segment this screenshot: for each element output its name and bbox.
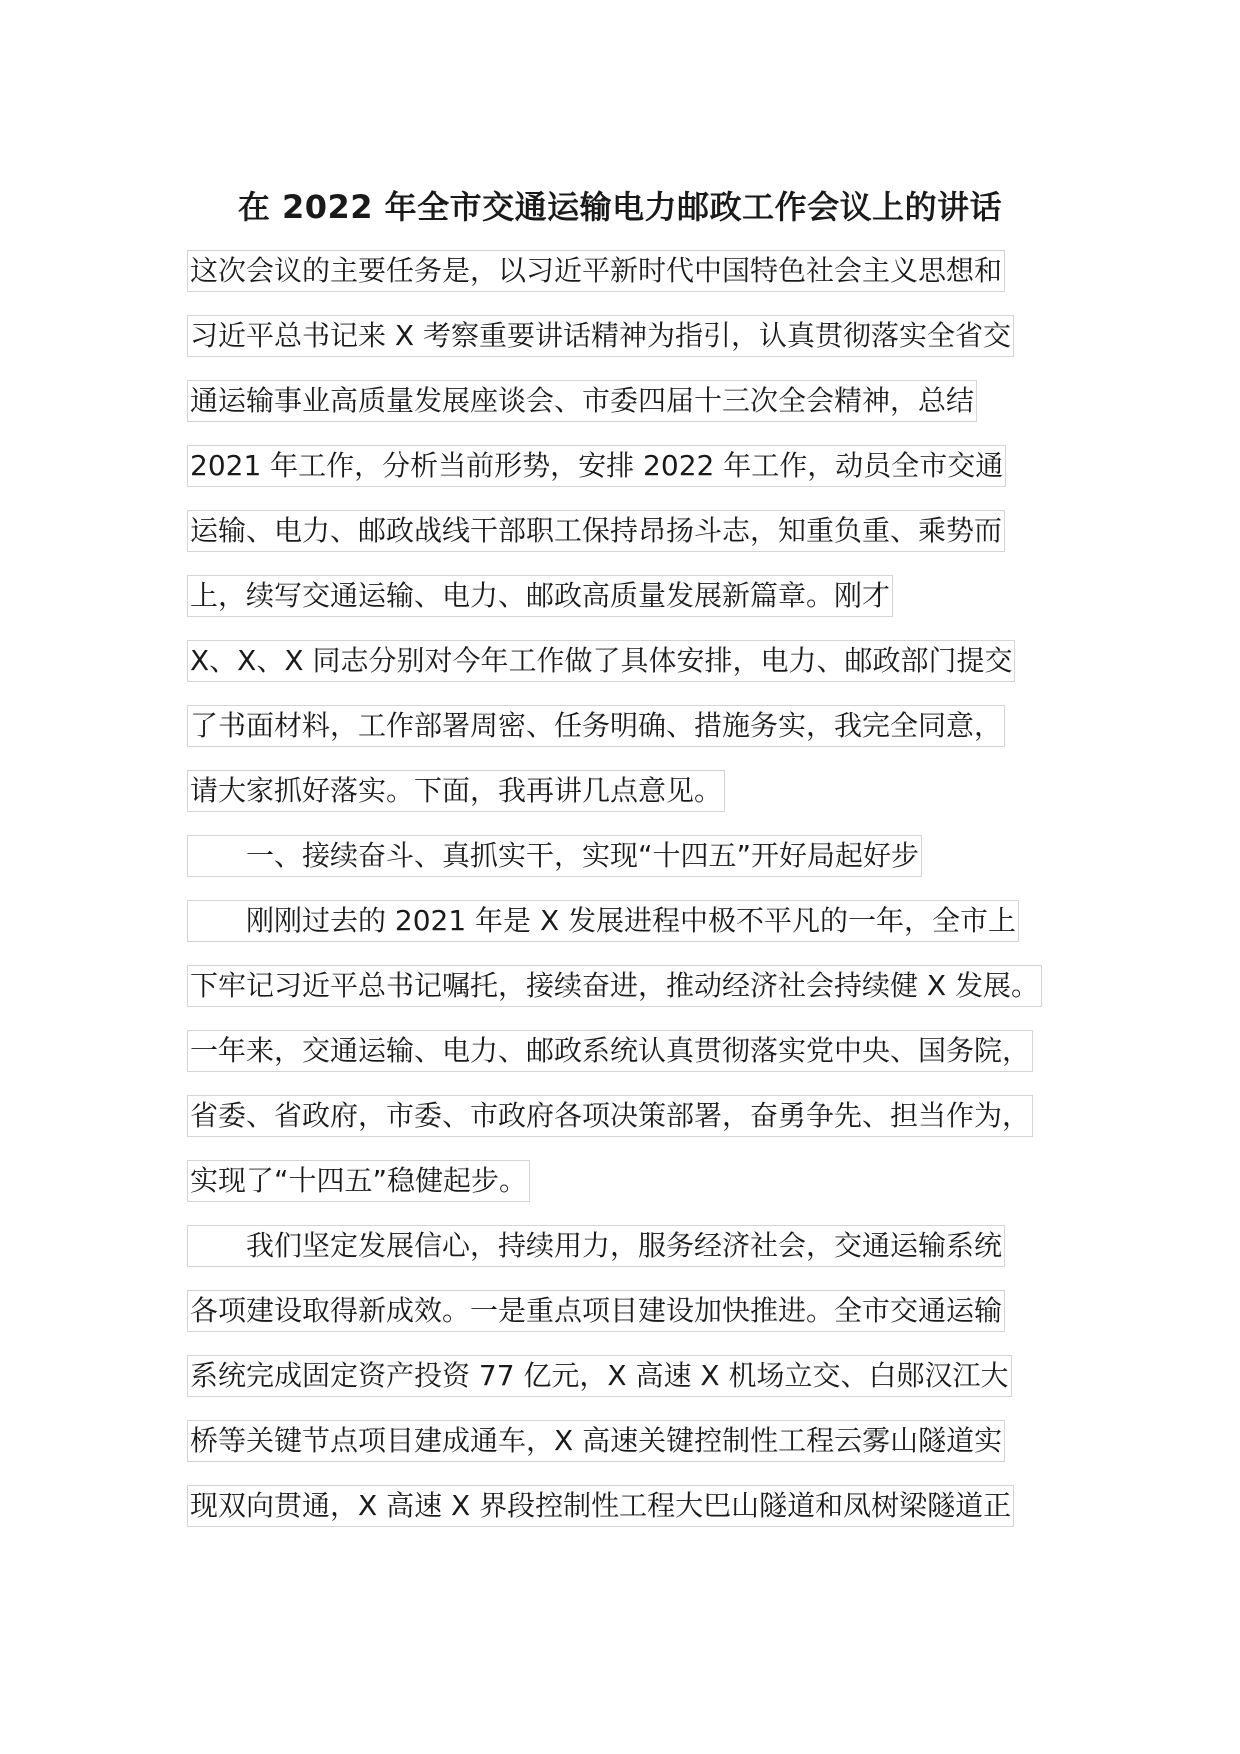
line-text: 省委、省政府，市委、市政府各项决策部署，奋勇争先、担当作为， bbox=[187, 1095, 1033, 1137]
text-line bbox=[187, 510, 1087, 575]
text-line bbox=[187, 1095, 1087, 1160]
text-line bbox=[187, 445, 1087, 510]
text-line bbox=[187, 900, 1087, 965]
section-heading-line bbox=[187, 835, 1087, 900]
line-text: 桥等关键节点项目建成通车，X 高速关键控制性工程云雾山隧道实 bbox=[187, 1420, 1005, 1462]
text-line bbox=[187, 1290, 1087, 1355]
line-text: 各项建设取得新成效。一是重点项目建设加快推进。全市交通运输 bbox=[187, 1290, 1005, 1332]
line-text: 2021 年工作，分析当前形势，安排 2022 年工作，动员全市交通 bbox=[187, 445, 1006, 487]
line-text: 一年来，交通运输、电力、邮政系统认真贯彻落实党中央、国务院， bbox=[187, 1030, 1033, 1072]
line-text: 上，续写交通运输、电力、邮政高质量发展新篇章。刚才 bbox=[187, 575, 893, 617]
text-line bbox=[187, 1030, 1087, 1095]
line-text: 通运输事业高质量发展座谈会、市委四届十三次全会精神，总结 bbox=[187, 380, 977, 422]
text-line bbox=[187, 1160, 1087, 1225]
text-line bbox=[187, 770, 1087, 835]
text-line bbox=[187, 575, 1087, 640]
section-heading: 一、接续奋斗、真抓实干，实现“十四五”开好局起好步 bbox=[187, 835, 922, 877]
line-text: 了书面材料，工作部署周密、任务明确、措施务实，我完全同意， bbox=[187, 705, 1005, 747]
line-text: 习近平总书记来 X 考察重要讲话精神为指引，认真贯彻落实全省交 bbox=[187, 315, 1014, 357]
line-text: 实现了“十四五”稳健起步。 bbox=[187, 1160, 530, 1202]
text-line bbox=[187, 380, 1087, 445]
text-line bbox=[187, 250, 1087, 315]
line-text: 系统完成固定资产投资 77 亿元，X 高速 X 机场立交、白郧汉江大 bbox=[187, 1355, 1012, 1397]
line-text: 我们坚定发展信心，持续用力，服务经济社会，交通运输系统 bbox=[187, 1225, 1005, 1267]
text-line bbox=[187, 705, 1087, 770]
line-text: 请大家抓好落实。下面，我再讲几点意见。 bbox=[187, 770, 725, 812]
text-line bbox=[187, 965, 1087, 1030]
text-line bbox=[187, 1355, 1087, 1420]
line-text: 现双向贯通，X 高速 X 界段控制性工程大巴山隧道和凤树梁隧道正 bbox=[187, 1485, 1014, 1527]
line-text: X、X、X 同志分别对今年工作做了具体安排，电力、邮政部门提交 bbox=[187, 640, 1015, 682]
line-text: 刚刚过去的 2021 年是 X 发展进程中极不平凡的一年，全市上 bbox=[187, 900, 1019, 942]
text-line bbox=[187, 1420, 1087, 1485]
line-text: 运输、电力、邮政战线干部职工保持昂扬斗志，知重负重、乘势而 bbox=[187, 510, 1005, 552]
line-text: 下牢记习近平总书记嘱托，接续奋进，推动经济社会持续健 X 发展。 bbox=[187, 965, 1042, 1007]
text-line bbox=[187, 1225, 1087, 1290]
line-text: 这次会议的主要任务是，以习近平新时代中国特色社会主义思想和 bbox=[187, 250, 1005, 292]
document-title: 在 2022 年全市交通运输电力邮政工作会议上的讲话 bbox=[237, 188, 1003, 226]
text-line bbox=[187, 315, 1087, 380]
text-line bbox=[187, 1485, 1087, 1550]
text-line bbox=[187, 640, 1087, 705]
document-body bbox=[187, 250, 1087, 1550]
